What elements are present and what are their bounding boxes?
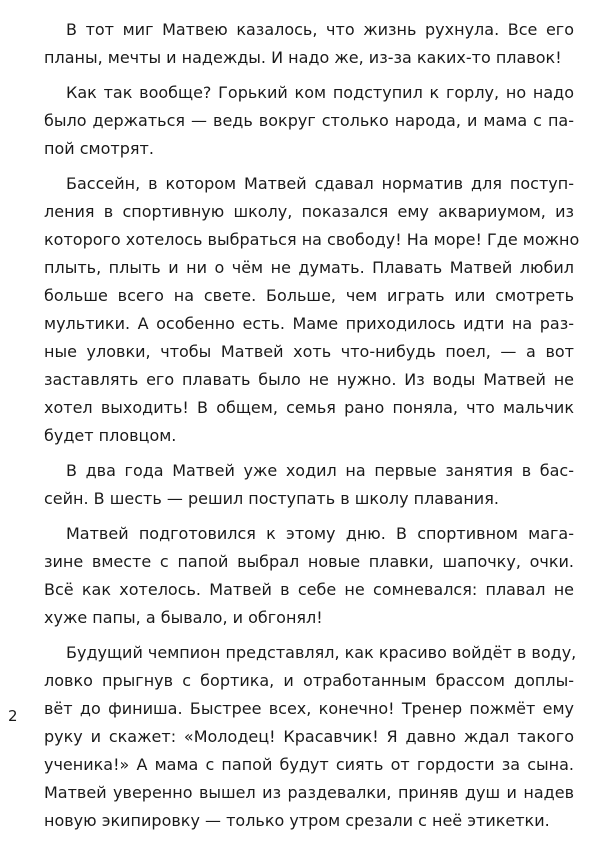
text-line: новую экипировку — только утром срезали с неё этикетки. xyxy=(44,811,550,830)
text-line: вёт до финиша. Быстрее всех, конечно! Тренер пожмёт ему xyxy=(44,699,574,718)
text-line: заставлять его плавать было не нужно. Из воды Матвей не xyxy=(44,370,574,389)
text-line: которого хотелось выбраться на свободу! На море! Где можно xyxy=(44,230,580,249)
paragraph xyxy=(44,639,577,835)
text-line: Как так вообще? Горький ком подступил к горлу, но надо xyxy=(66,83,574,102)
text-line: хотел выходить! В общем, семья рано поняла, что мальчик xyxy=(44,398,574,417)
text-line: плыть, плыть и ни о чём не думать. Плавать Матвей любил xyxy=(44,258,574,277)
text-line: Матвей уверенно вышел из раздевалки, приняв душ и надев xyxy=(44,783,574,802)
text-line: Всё как хотелось. Матвей в себе не сомневался: плавал не xyxy=(44,580,574,599)
text-line: Матвей подготовился к этому дню. В спортивном мага- xyxy=(66,524,574,543)
text-line: ные уловки, чтобы Матвей хоть что-нибудь поел, — а вот xyxy=(44,342,574,361)
text-line: зине вместе с папой выбрал новые плавки, шапочку, очки. xyxy=(44,552,574,571)
text-line: сейн. В шесть — решил поступать в школу плавания. xyxy=(44,489,499,508)
text-line: мультики. А особенно есть. Маме приходилось идти на раз- xyxy=(44,314,574,333)
text-line: руку и скажет: «Молодец! Красавчик! Я давно ждал такого xyxy=(44,727,574,746)
paragraph xyxy=(44,16,574,72)
text-line: В два года Матвей уже ходил на первые занятия в бас- xyxy=(66,461,574,480)
text-line: больше всего на свете. Больше, чем играть или смотреть xyxy=(44,286,574,305)
text-line: ученика!» А мама с папой будут сиять от гордости за сына. xyxy=(44,755,574,774)
text-line: будет пловцом. xyxy=(44,426,177,445)
page-number: 2 xyxy=(8,707,18,725)
paragraph xyxy=(44,170,580,450)
text-line: Бассейн, в котором Матвей сдавал норматив для поступ- xyxy=(66,174,574,193)
paragraph xyxy=(44,457,574,513)
text-line: хуже папы, а бывало, и обгонял! xyxy=(44,608,323,627)
text-line: В тот миг Матвею казалось, что жизнь рухнула. Все его xyxy=(66,20,574,39)
text-body xyxy=(44,16,580,842)
text-line: пой смотрят. xyxy=(44,139,154,158)
text-line: было держаться — ведь вокруг столько народа, и мама с па- xyxy=(44,111,574,130)
text-line: ления в спортивную школу, показался ему аквариумом, из xyxy=(44,202,574,221)
text-line: Будущий чемпион представлял, как красиво войдёт в воду, xyxy=(66,643,577,662)
text-line: ловко прыгнув с бортика, и отработанным брассом доплы- xyxy=(44,671,574,690)
paragraph xyxy=(44,79,574,163)
paragraph xyxy=(44,520,574,632)
text-line: планы, мечты и надежды. И надо же, из-за каких-то плавок! xyxy=(44,48,562,67)
